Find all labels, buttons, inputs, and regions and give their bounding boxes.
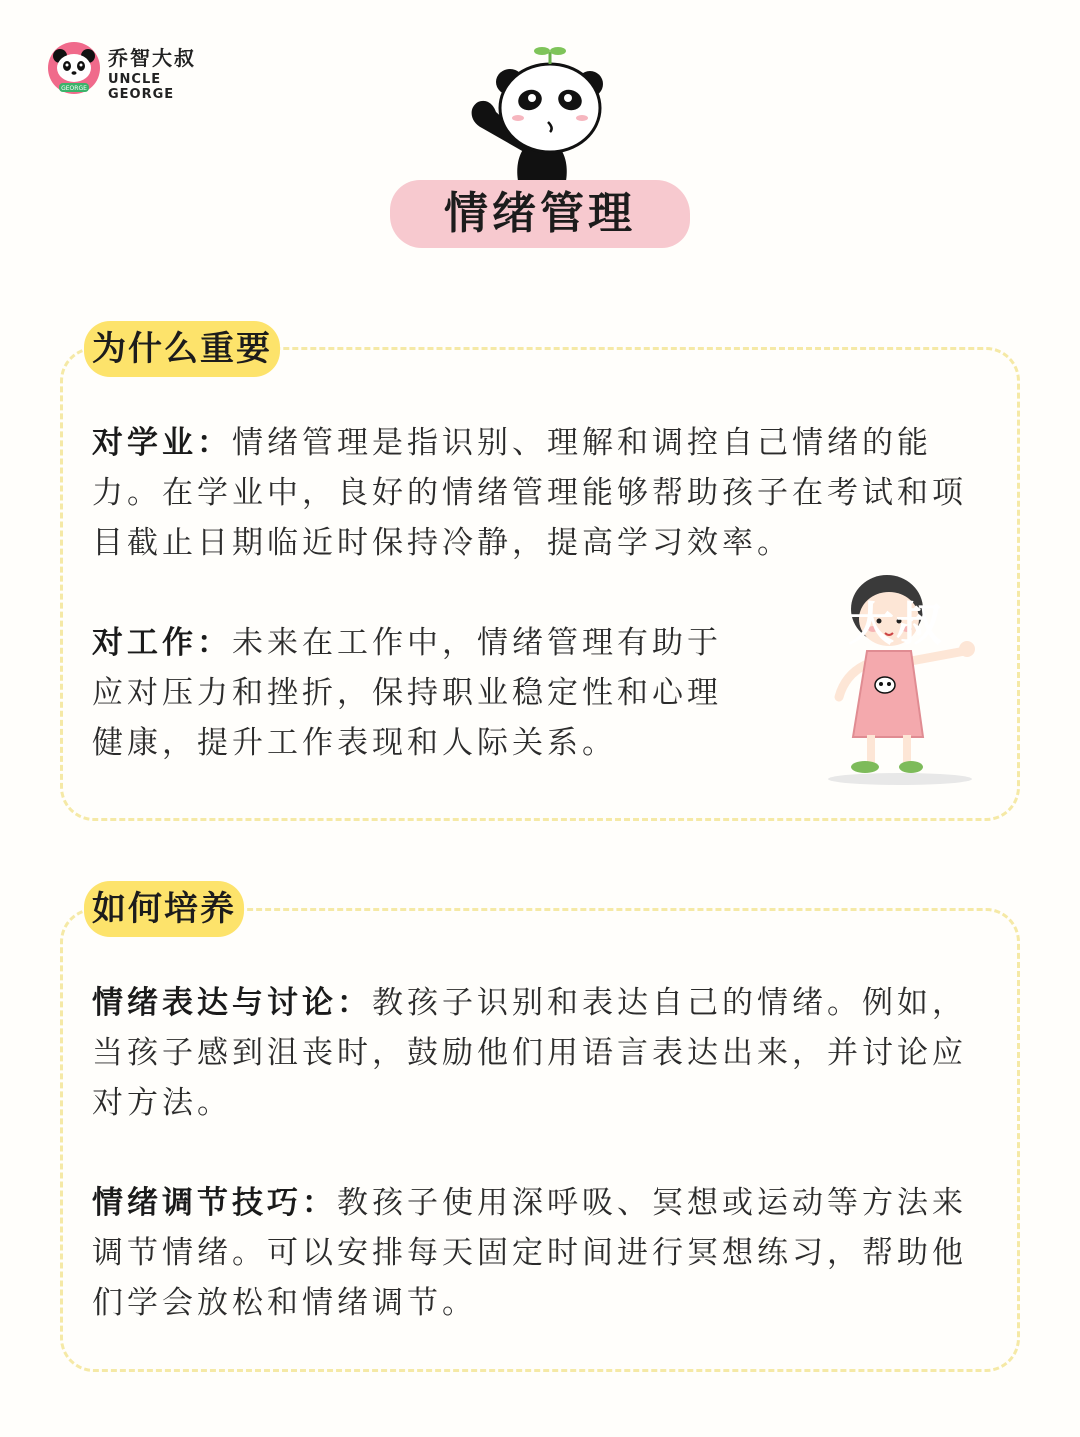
- page-title-banner: [390, 180, 690, 248]
- brand-name-cn: 乔智大叔: [108, 46, 196, 70]
- paragraph-work: [92, 618, 732, 768]
- brand-name-en: UNCLE GEORGE: [108, 72, 175, 102]
- paragraph-label: 情绪调节技巧：: [92, 1185, 337, 1221]
- paragraph-label: 情绪表达与讨论：: [92, 985, 372, 1021]
- logo-badge-text: GEORGE: [61, 85, 87, 92]
- paragraph-academic: [92, 418, 992, 568]
- paragraph-label: 对工作：: [92, 625, 232, 661]
- page-title: 情绪管理: [444, 188, 636, 239]
- paragraph-text: 教孩子使用深呼吸、冥想或运动等方法来调节情绪。可以安排每天固定时间进行冥想练习，帮助他们学会放松和情绪调节。: [92, 1185, 967, 1321]
- brand-logo: [46, 40, 216, 102]
- section-tag-why: 为什么重要: [84, 321, 280, 377]
- paragraph-expression: [92, 978, 992, 1128]
- paragraph-regulation: [92, 1178, 992, 1328]
- panda-logo-icon: [46, 40, 102, 96]
- watermark-text: 大叔: [848, 597, 944, 651]
- paragraph-text: 教孩子识别和表达自己的情绪。例如，当孩子感到沮丧时，鼓励他们用语言表达出来，并讨论应对方法。: [92, 985, 967, 1121]
- paragraph-text: 未来在工作中，情绪管理有助于应对压力和挫折，保持职业稳定性和心理健康，提升工作表现和人际关系。: [92, 625, 722, 761]
- paragraph-label: 对学业：: [92, 425, 232, 461]
- paragraph-text: 情绪管理是指识别、理解和调控自己情绪的能力。在学业中，良好的情绪管理能够帮助孩子在考试和项目截止日期临近时保持冷静，提高学习效率。: [92, 425, 967, 561]
- section-tag-how: 如何培养: [84, 881, 244, 937]
- panda-mascot-icon: [462, 42, 622, 192]
